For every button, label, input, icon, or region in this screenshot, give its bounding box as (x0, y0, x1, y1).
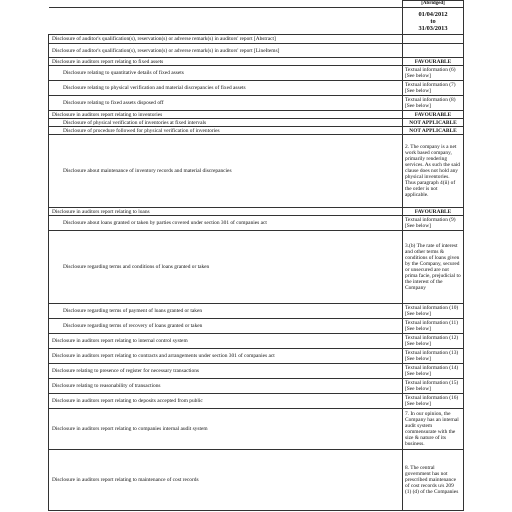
table-row (49, 35, 464, 44)
disclosure-table (48, 0, 464, 511)
row-value: NOT APPLICABLE (403, 127, 464, 135)
table-row (49, 364, 464, 379)
row-value: Textual information (6) [See below] (403, 66, 464, 81)
table-row (49, 450, 464, 511)
row-label: Disclosure relating to presence of register for necessary transactions (49, 364, 403, 379)
row-label: Disclosure in auditors report relating to companies internal audit system (49, 409, 403, 450)
document-sheet (48, 0, 464, 512)
row-value: Textual information (11) [See below] (403, 319, 464, 334)
table-row (49, 231, 464, 304)
row-label: Disclosure of physical verification of inventories at fixed intervals (49, 119, 403, 127)
table-row (49, 208, 464, 216)
row-label: Disclosure in auditors report relating to maintenance of cost records (49, 450, 403, 511)
row-value: Textual information (13) [See below] (403, 349, 464, 364)
row-value: Textual information (12) [See below] (403, 334, 464, 349)
row-label: Disclosure in auditors report relating to loans (49, 208, 403, 216)
row-value: NOT APPLICABLE (403, 119, 464, 127)
table-row (49, 111, 464, 119)
row-label: Disclosure relating to fixed assets disposed off (49, 96, 403, 111)
table-row (49, 96, 464, 111)
header-tag-row (49, 1, 464, 8)
row-label: Disclosure in auditors report relating to deposits accepted from public (49, 394, 403, 409)
row-label: Disclosure about loans granted or taken by parties covered under section 301 of companies act (49, 216, 403, 231)
table-row (49, 379, 464, 394)
header-blank-cell (49, 1, 403, 8)
table-row (49, 319, 464, 334)
table-row (49, 304, 464, 319)
row-value: Textual information (9) [See below] (403, 216, 464, 231)
row-label: Disclosure of auditor's qualification(s), reservation(s) or adverse remark(s) in auditors' report [Abstract] (49, 35, 403, 44)
row-label: Disclosure relating to quantitative details of fixed assets (49, 66, 403, 81)
table-row (49, 81, 464, 96)
table-row (49, 409, 464, 450)
header-empty-label (49, 8, 403, 35)
row-value: FAVOURABLE (403, 58, 464, 66)
row-label: Disclosure regarding terms and conditions of loans granted or taken (49, 231, 403, 304)
row-label: Disclosure in auditors report relating to fixed assets (49, 58, 403, 66)
period-to: 31/03/2013 (418, 24, 448, 32)
row-value: Textual information (15) [See below] (403, 379, 464, 394)
row-value (403, 44, 464, 58)
row-value: 3.(b) The rate of interest and other terms & conditions of loans given by the Company, secured or unsecured are not prima facie, prejudicial to the interest of the Company (403, 231, 464, 304)
row-value: Textual information (10) [See below] (403, 304, 464, 319)
header-tag: [Abridged] (403, 1, 464, 8)
row-value: FAVOURABLE (403, 208, 464, 216)
row-value (403, 35, 464, 44)
table-row (49, 135, 464, 208)
row-value: Textual information (14) [See below] (403, 364, 464, 379)
table-row (49, 216, 464, 231)
table-row (49, 58, 464, 66)
table-row (49, 119, 464, 127)
period-to-word: to (430, 17, 436, 25)
header-period-row (49, 8, 464, 35)
row-label: Disclosure of procedure followed for physical verification of inventories (49, 127, 403, 135)
row-value: 2. The company is a net work based company, primarily rendering services. As such the said clause does not hold any physical inventories. Thus paragraph 4(ii) of the order is not applicable. (403, 135, 464, 208)
row-label: Disclosure of auditor's qualification(s), reservation(s) or adverse remark(s) in auditors' report [LineItems] (49, 44, 403, 58)
row-value: 8. The central government has not prescribed maintenance of cost records u/s 209 (1) (d) of the Companies (403, 450, 464, 511)
row-value: Textual information (8) [See below] (403, 96, 464, 111)
table-row (49, 394, 464, 409)
table-row (49, 127, 464, 135)
row-value: FAVOURABLE (403, 111, 464, 119)
row-label: Disclosure in auditors report relating to inventories (49, 111, 403, 119)
row-label: Disclosure relating to physical verification and material discrepancies of fixed assets (49, 81, 403, 96)
row-value: Textual information (16) [See below] (403, 394, 464, 409)
row-value: 7. In our opinion, the Company has an internal audit system commensurate with the size & nature of its business. (403, 409, 464, 450)
period-from: 01/04/2012 (418, 10, 448, 18)
row-label: Disclosure relating to reasonability of transactions (49, 379, 403, 394)
row-label: Disclosure about maintenance of inventory records and material discrepancies (49, 135, 403, 208)
row-label: Disclosure regarding terms of recovery of loans granted or taken (49, 319, 403, 334)
table-row (49, 349, 464, 364)
row-label: Disclosure in auditors report relating to contracts and arrangements under section 301 of companies act (49, 349, 403, 364)
table-row (49, 44, 464, 58)
row-label: Disclosure in auditors report relating to internal control system (49, 334, 403, 349)
table-row (49, 66, 464, 81)
period-header (403, 8, 464, 35)
row-label: Disclosure regarding terms of payment of loans granted or taken (49, 304, 403, 319)
table-row (49, 334, 464, 349)
row-value: Textual information (7) [See below] (403, 81, 464, 96)
